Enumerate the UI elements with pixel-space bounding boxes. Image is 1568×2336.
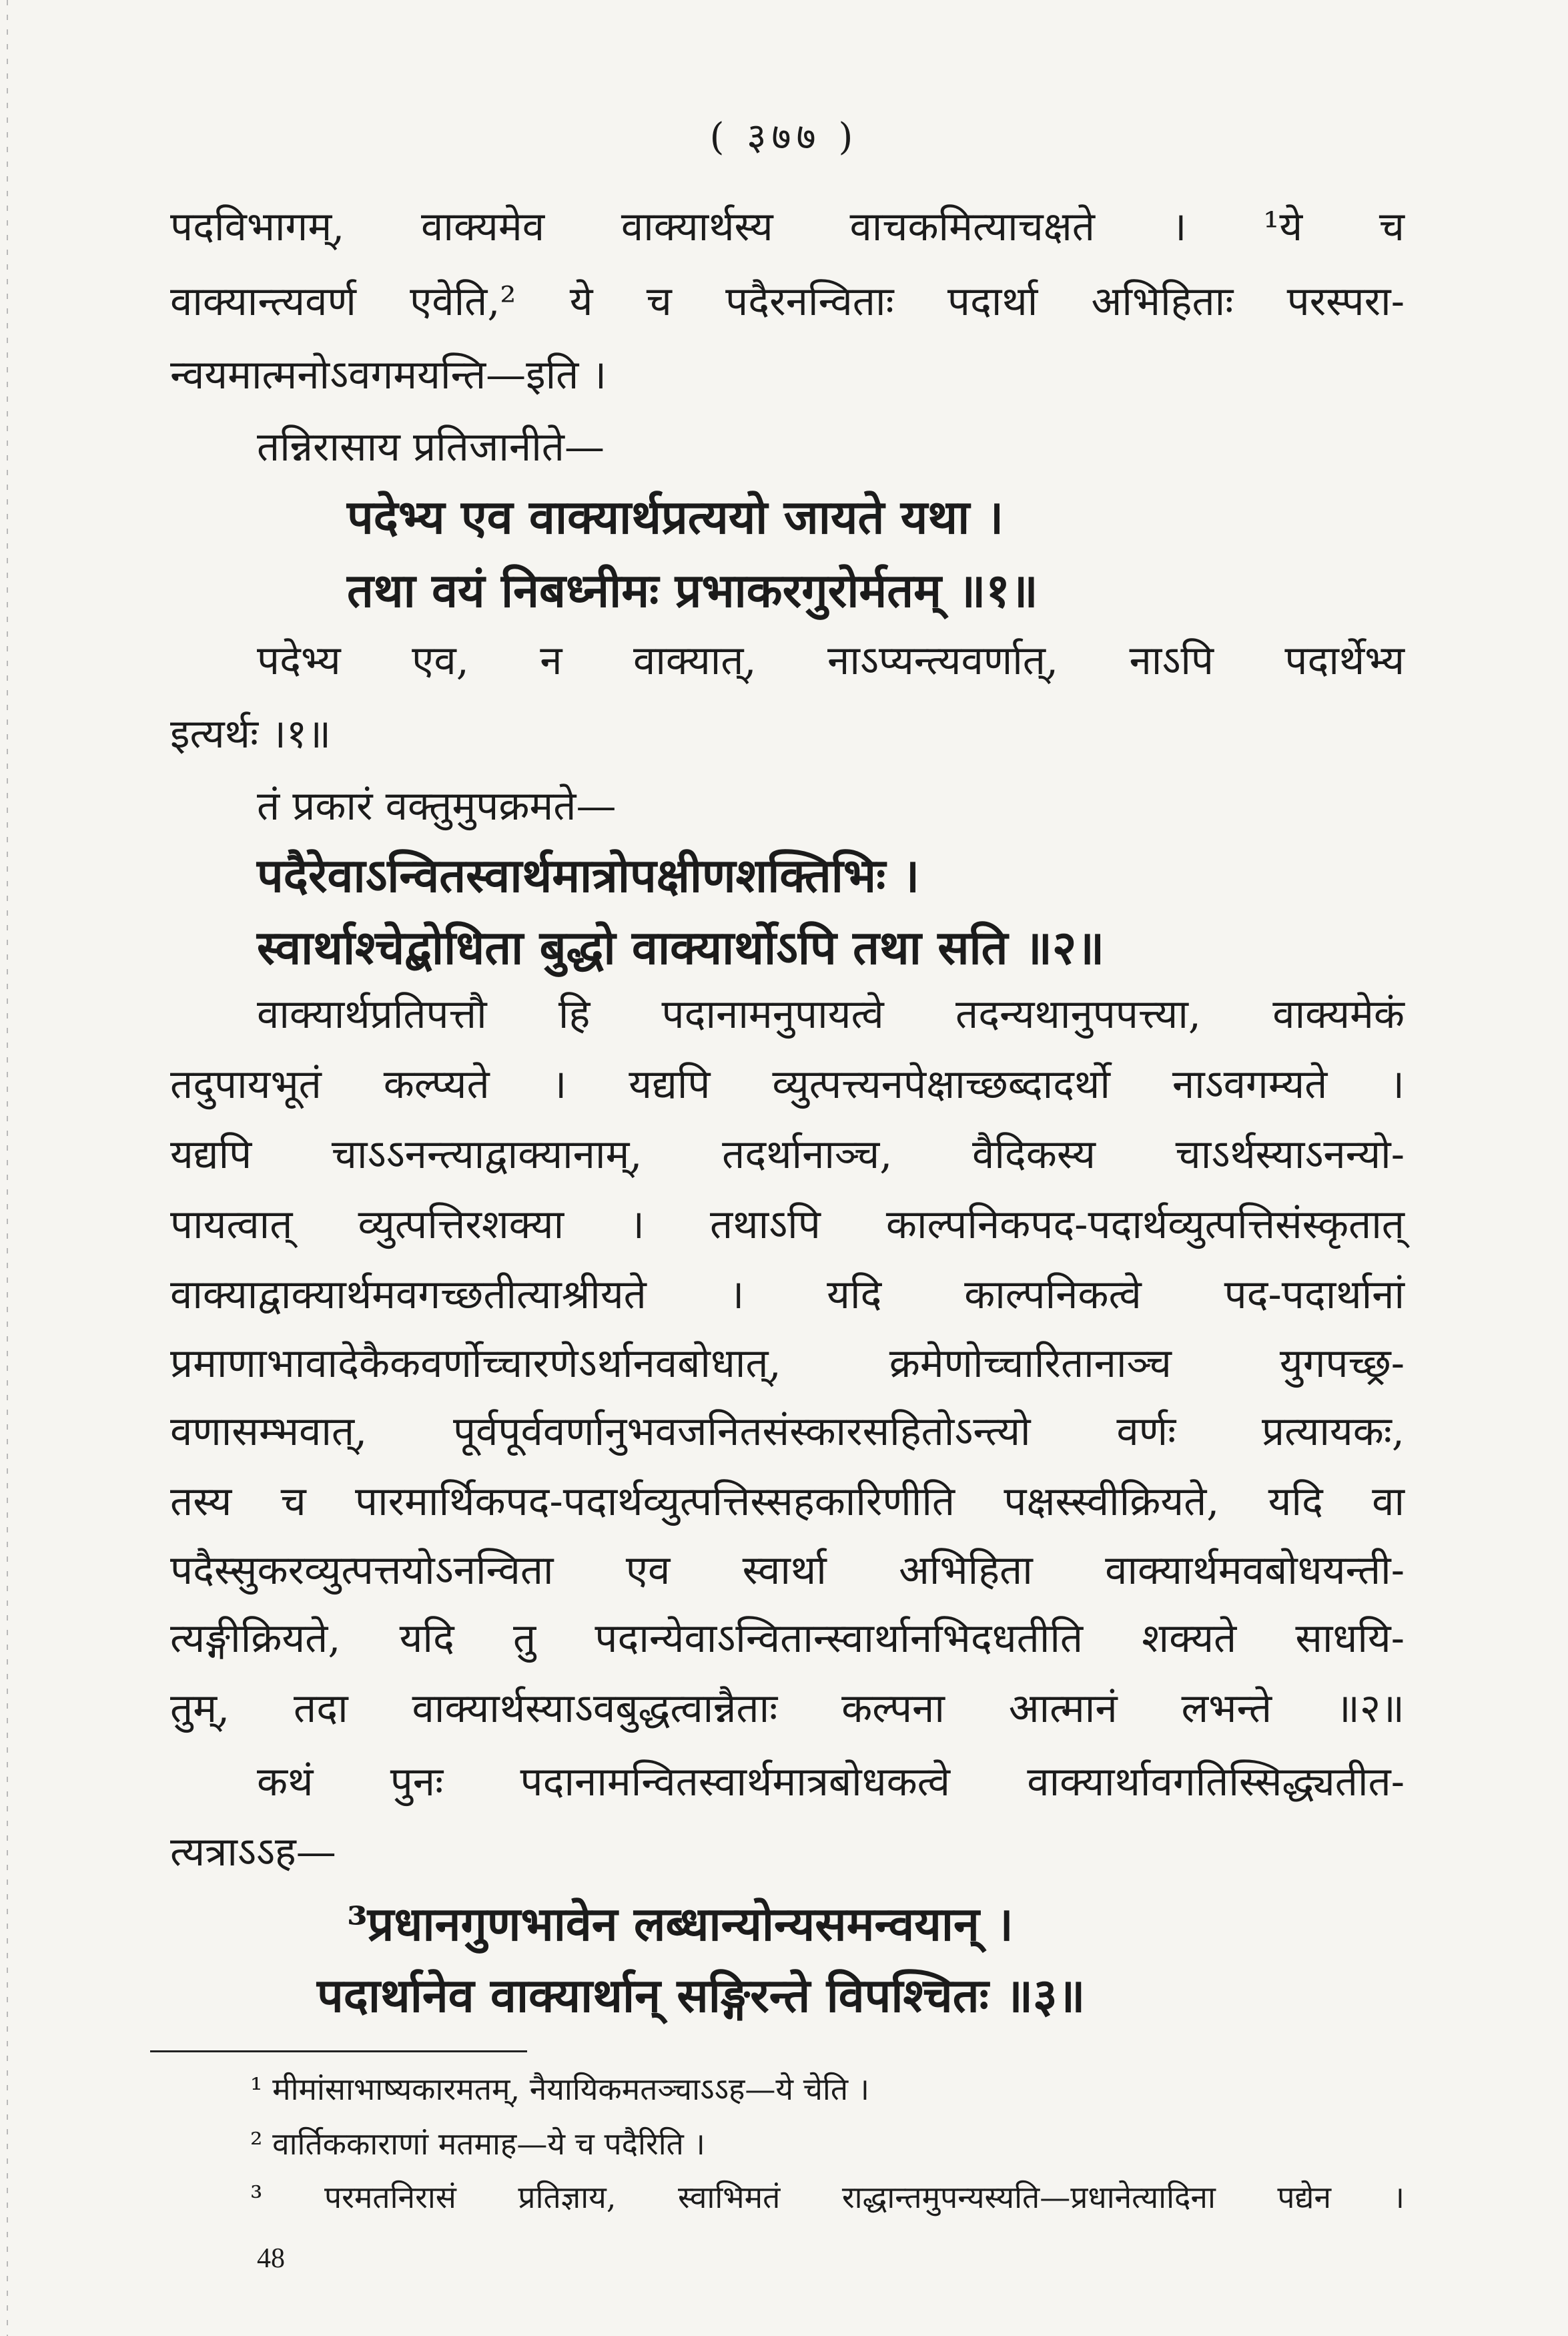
text-line: यद्यपि चाऽऽनन्त्याद्वाक्यानाम्, तदर्थानाञ्च, वैदिकस्य चाऽर्थस्याऽनन्यो- xyxy=(170,1131,1405,1178)
text-line: वणासम्भवात्, पूर्वपूर्ववर्णानुभवजनितसंस्कारसहितोऽन्त्यो वर्णः प्रत्यायकः, xyxy=(170,1408,1405,1455)
text-line: कथं पुनः पदानामन्वितस्वार्थमात्रबोधकत्वे वाक्यार्थावगतिस्सिद्ध्यतीत- xyxy=(257,1759,1405,1805)
text-line: पायत्वात् व्युत्पत्तिरशक्या । तथाऽपि काल्पनिकपद-पदार्थव्युत्पत्तिसंस्कृतात् xyxy=(170,1201,1405,1248)
text-line: तुम्, तदा वाक्यार्थस्याऽवबुद्धत्वान्नैताः कल्पना आत्मानं लभन्ते ॥२॥ xyxy=(170,1685,1405,1732)
text-line: पदविभागम्, वाक्यमेव वाक्यार्थस्य वाचकमित्याचक्षते । ¹ये च xyxy=(170,204,1405,250)
text-line: पदेभ्य एव, न वाक्यात्, नाऽप्यन्त्यवर्णात्, नाऽपि पदार्थेभ्य xyxy=(257,637,1405,684)
footnote: ¹ मीमांसाभाष्यकारमतम्, नैयायिकमतञ्चाऽऽह—ये चेति । xyxy=(250,2071,870,2107)
text-line: न्वयमात्मनोऽवगमयन्ति—इति । xyxy=(170,352,607,398)
footnote: ³ परमतनिरासं प्रतिज्ञाय, स्वाभिमतं राद्धान्तमुपन्यस्यति—प्रधानेत्यादिना पद्येन । xyxy=(250,2179,1405,2215)
text-line: तस्य च पारमार्थिकपद-पदार्थव्युत्पत्तिस्सहकारिणीति पक्षस्स्वीक्रियते, यदि वा xyxy=(170,1478,1405,1525)
footnote: ² वार्तिककाराणां मतमाह—ये च पदैरिति । xyxy=(250,2126,705,2162)
text-line: त्यत्राऽऽह— xyxy=(170,1829,336,1875)
verse-line: तथा वयं निबध्नीमः प्रभाकरगुरोर्मतम् ॥१॥ xyxy=(347,563,1038,618)
page-number: ( ३७७ ) xyxy=(709,115,859,159)
text-line: तदुपायभूतं कल्प्यते । यद्यपि व्युत्पत्त्यनपेक्षाच्छब्दादर्थो नाऽवगम्यते । xyxy=(170,1061,1405,1108)
text-line: पदैस्सुकरव्युत्पत्तयोऽनन्विता एव स्वार्था अभिहिता वाक्यार्थमवबोधयन्ती- xyxy=(170,1547,1405,1594)
text-line: तं प्रकारं वक्तुमुपक्रमते— xyxy=(257,783,617,830)
text-line: त्यङ्गीक्रियते, यदि तु पदान्येवाऽन्वितान्स्वार्थानभिदधतीति शक्यते साधयि- xyxy=(170,1615,1405,1662)
text-line: वाक्यार्थप्रतिपत्तौ हि पदानामनुपायत्वे तदन्यथानुपपत्त्या, वाक्यमेकं xyxy=(257,991,1405,1038)
folio-number: 48 xyxy=(257,2243,285,2274)
text-line: इत्यर्थः ।१॥ xyxy=(170,711,332,758)
footnote-separator xyxy=(150,2050,527,2052)
text-line: वाक्याद्वाक्यार्थमवगच्छतीत्याश्रीयते । यदि काल्पनिकत्वे पद-पदार्थानां xyxy=(170,1271,1405,1318)
verse-line: पदैरेवाऽन्वितस्वार्थमात्रोपक्षीणशक्तिभिः । xyxy=(257,848,920,903)
text-line: प्रमाणाभावादेकैकवर्णोच्चारणेऽर्थानवबोधात्, क्रमेणोच्चारितानाञ्च युगपच्छ्र- xyxy=(170,1340,1405,1387)
scan-margin-line xyxy=(7,0,8,2336)
verse-line: पदेभ्य एव वाक्यार्थप्रत्ययो जायते यथा । xyxy=(347,489,1004,545)
text-line: वाक्यान्त्यवर्ण एवेति,² ये च पदैरनन्विताः पदार्था अभिहिताः परस्परा- xyxy=(170,278,1405,325)
verse-line: पदार्थानेव वाक्यार्थान् सङ्गिरन्ते विपश्चितः ॥३॥ xyxy=(317,1968,1086,2023)
text-line: तन्निरासाय प्रतिजानीते— xyxy=(257,424,605,471)
verse-line: ³प्रधानगुणभावेन लब्धान्योन्यसमन्वयान् । xyxy=(347,1896,1014,1952)
verse-line: स्वार्थाश्चेद्बोधिता बुद्धो वाक्यार्थोऽपि तथा सति ॥२॥ xyxy=(257,920,1105,975)
